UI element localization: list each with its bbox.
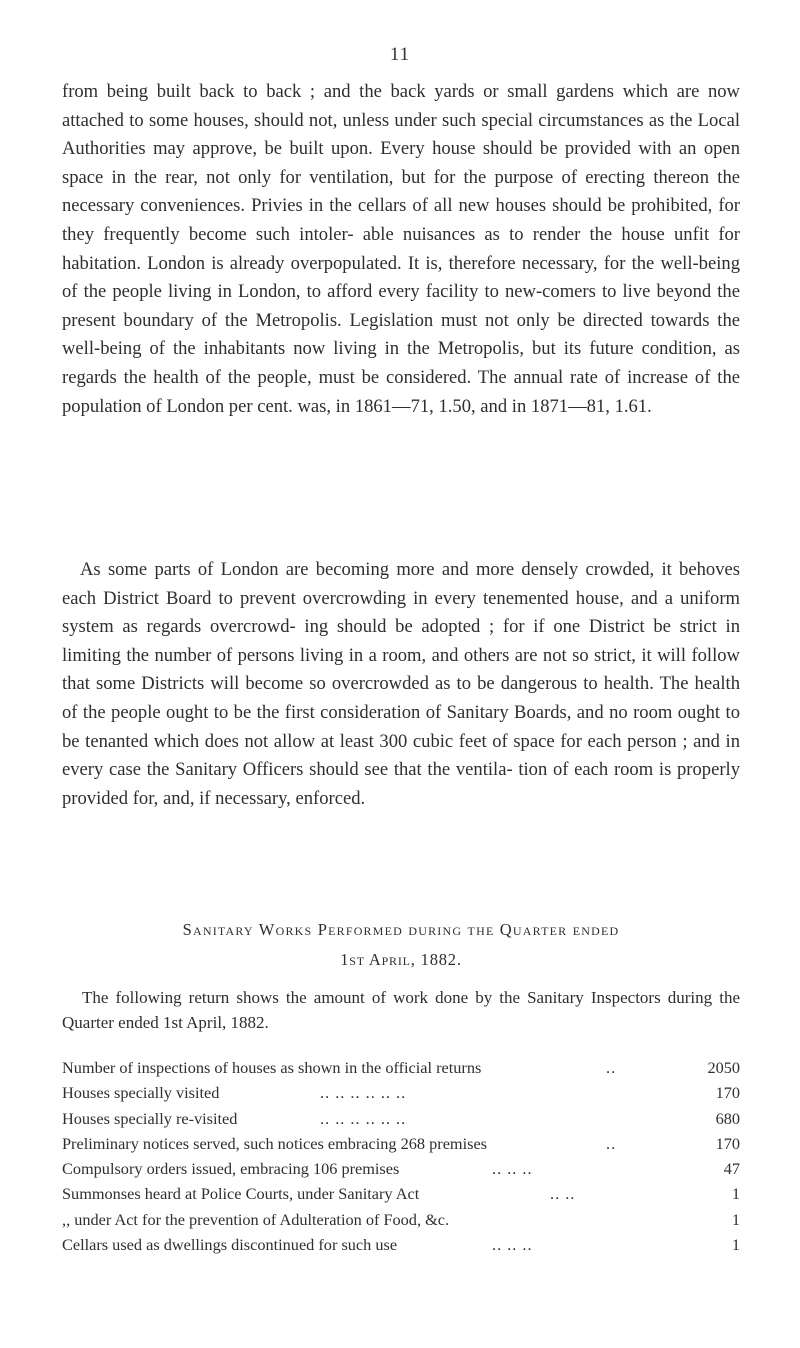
returns-row xyxy=(62,1131,742,1156)
leader-dots: .. .. .. .. .. .. xyxy=(320,1108,407,1128)
section-subheading: 1st April, 1882. xyxy=(340,950,462,969)
returns-row-value: 170 xyxy=(715,1133,740,1153)
returns-row xyxy=(62,1181,742,1206)
body-paragraph-1: from being built back to back ; and the back yards or small gardens which are now attached to some houses, should not, unless under such special circumstances as the Local Authorities may approve, be built upon. Every house should be provided with an open space in the rear, not only for ventilation, but for the purpose of erecting thereon the necessary conveniences. Privies in the cellars of all new houses should be prohibited, for they frequently become such intoler- able nuisances as to render the house unfit for habitation. London is already overpopulated. It is, therefore necessary, for the well-being of the people living in London, to afford every facility to new-comers to live beyond the present boundary of the Metropolis. Legislation must not only be directed towards the well-being of the inhabitants now living in the Metropolis, but its future condition, as regards the health of the people, must be considered. The annual rate of increase of the population of London per cent. was, in 1861—71, 1.50, and in 1871—81, 1.61. xyxy=(62,81,740,417)
leader-dots: .. .. .. xyxy=(492,1159,533,1179)
returns-row-value: 1 xyxy=(731,1209,740,1229)
returns-row-label: Summonses heard at Police Courts, under Sanitary Act xyxy=(62,1184,420,1204)
body-paragraph-2: As some parts of London are becoming more and more densely crowded, it behoves each District Board to prevent overcrowding in every tenemented house, and a uniform system as regards overcrowd- ing should be adopted ; for if one District be strict in limiting the number of persons living in a room, and others are not so strict, it will follow that some Districts will become so overcrowded as to be dangerous to health. The health of the people ought to be the first consideration of Sanitary Boards, and no room ought to be tenanted which does not allow at least 300 cubic feet of space for each person ; and in every case the Sanitary Officers should see that the ventila- tion of each room is properly provided for, and, if necessary, enforced. xyxy=(62,559,740,809)
returns-row-value: 47 xyxy=(723,1159,740,1179)
returns-row-value: 1 xyxy=(731,1184,740,1204)
returns-row-value: 680 xyxy=(715,1108,740,1128)
page-number: 11 xyxy=(389,44,411,65)
leader-dots: .. .. .. .. .. .. xyxy=(320,1083,407,1103)
returns-row xyxy=(62,1156,742,1181)
returns-intro: The following return shows the amount of work done by the Sanitary Inspectors during the Quarter ended 1st April, 1882. xyxy=(62,988,740,1032)
returns-row-label: Houses specially visited xyxy=(62,1083,220,1103)
returns-row xyxy=(62,1080,742,1105)
returns-row-value: 2050 xyxy=(707,1058,740,1077)
returns-row-label: Preliminary notices served, such notices embracing 268 premises xyxy=(62,1133,488,1153)
returns-row-label: Number of inspections of houses as shown in the official returns xyxy=(62,1058,482,1077)
leader-dots: .. xyxy=(606,1133,617,1153)
returns-row xyxy=(62,1232,742,1257)
leader-dots: .. xyxy=(606,1058,617,1077)
returns-row-label: Cellars used as dwellings discontinued for such use xyxy=(62,1235,398,1255)
returns-row xyxy=(62,1106,742,1131)
returns-table xyxy=(62,1055,742,1257)
returns-row-value: 170 xyxy=(715,1083,740,1103)
returns-row-value: 1 xyxy=(731,1235,740,1255)
returns-row-label: Houses specially re-visited xyxy=(62,1108,238,1128)
returns-row xyxy=(62,1207,742,1232)
returns-row-label: Compulsory orders issued, embracing 106 premises xyxy=(62,1159,400,1179)
leader-dots: .. .. xyxy=(550,1184,576,1204)
leader-dots: .. .. .. xyxy=(492,1235,533,1255)
returns-row-label: ,, under Act for the prevention of Adulteration of Food, &c. xyxy=(62,1209,450,1229)
section-heading: Sanitary Works Performed during the Quarter ended xyxy=(182,920,620,939)
returns-row xyxy=(62,1055,742,1080)
